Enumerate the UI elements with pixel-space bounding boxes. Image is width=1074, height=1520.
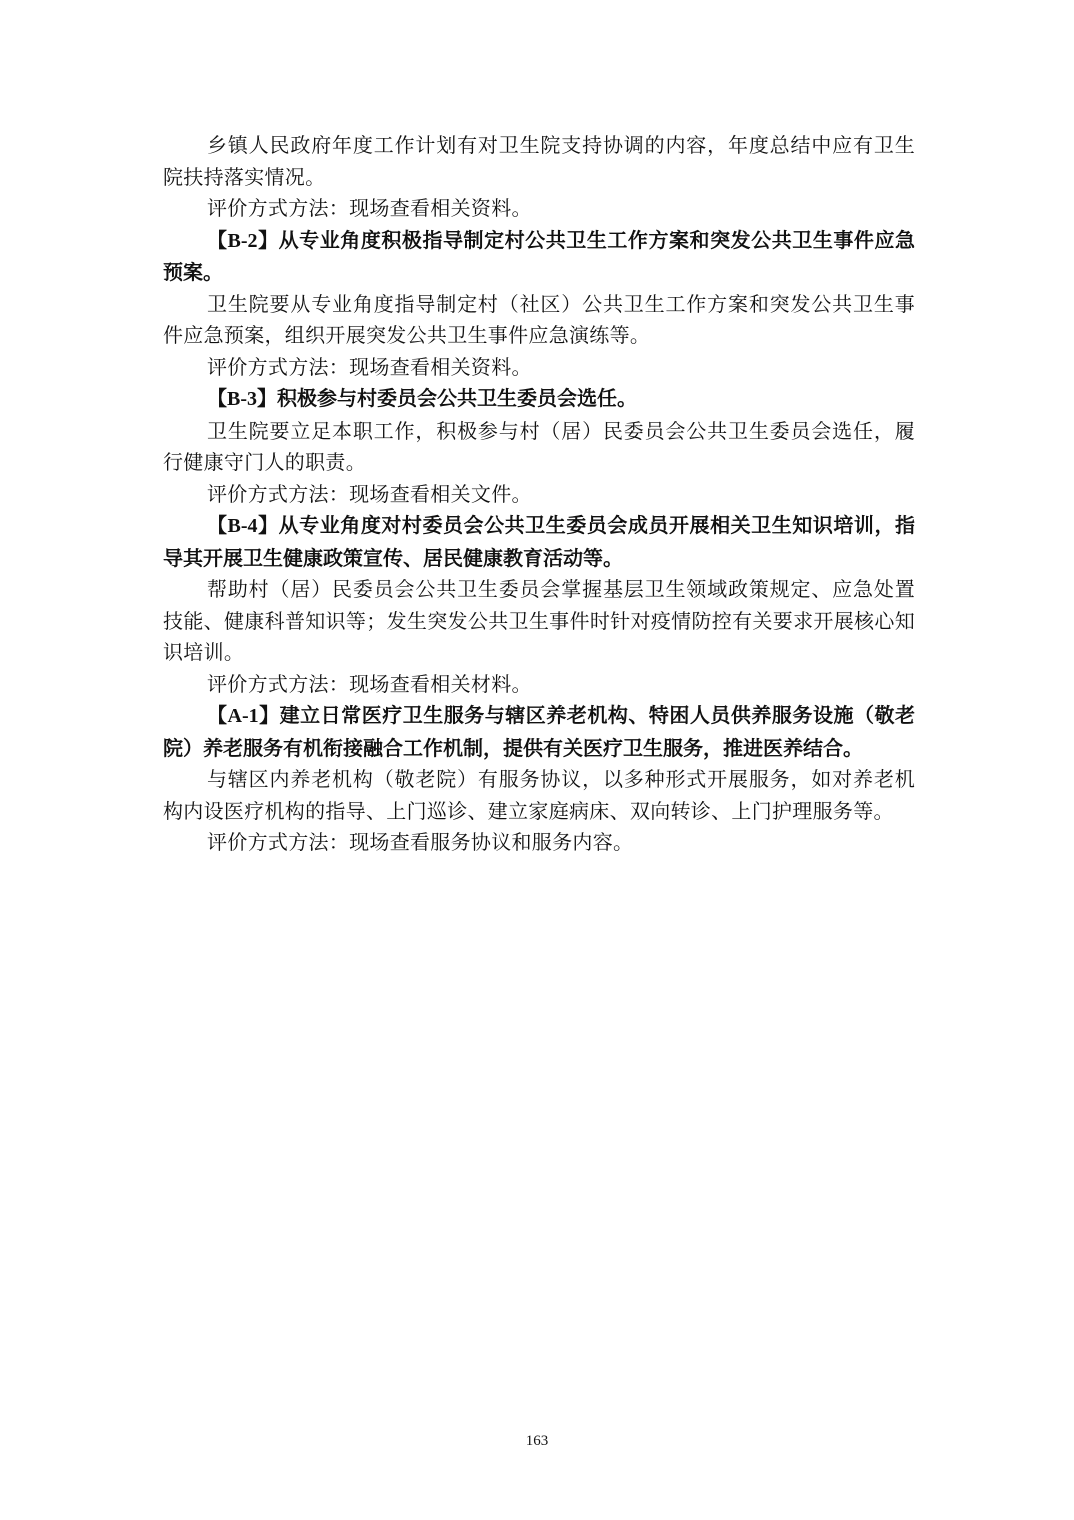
section-heading-text: 从专业角度对村委员会公共卫生委员会成员开展相关卫生知识培训，指导其开展卫生健康政策宣传、居民健康教育活动等。 [163,513,916,570]
section-code: 【A-1】 [207,705,280,727]
document-body [163,130,915,859]
section-code: 【B-3】 [207,388,277,410]
evaluation-method: 评价方式方法：现场查看相关文件。 [207,481,532,506]
section-heading-b3 [163,383,915,416]
paragraph: 帮助村（居）民委员会公共卫生委员会掌握基层卫生领域政策规定、应急处置技能、健康科普知识等；发生突发公共卫生事件时针对疫情防控有关要求开展核心知识培训。 [163,577,915,664]
evaluation-method: 评价方式方法：现场查看服务协议和服务内容。 [207,830,634,854]
evaluation-method: 评价方式方法：现场查看相关资料。 [207,196,532,220]
paragraph: 与辖区内养老机构（敬老院）有服务协议，以多种形式开展服务，如对养老机构内设医疗机构的指导、上门巡诊、建立家庭病床、双向转诊、上门护理服务等。 [163,767,915,823]
section-heading-b2 [163,225,915,289]
paragraph: 卫生院要从专业角度指导制定村（社区）公共卫生工作方案和突发公共卫生事件应急预案，组织开展突发公共卫生事件应急演练等。 [163,291,915,347]
section-code: 【B-4】 [207,515,279,537]
section-heading-text: 建立日常医疗卫生服务与辖区养老机构、特困人员供养服务设施（敬老院）养老服务有机衔接融合工作机制，提供有关医疗卫生服务，推进医养结合。 [163,703,915,760]
paragraph: 卫生院要立足本职工作，积极参与村（居）民委员会公共卫生委员会选任，履行健康守门人的职责。 [163,418,915,474]
section-code: 【B-2】 [207,229,279,252]
section-heading-text: 从专业角度积极指导制定村公共卫生工作方案和突发公共卫生事件应急预案。 [163,227,916,284]
section-heading-b4 [163,510,915,574]
paragraph: 乡镇人民政府年度工作计划有对卫生院支持协调的内容，年度总结中应有卫生院扶持落实情况。 [163,133,915,189]
section-heading-a1 [163,700,915,764]
page-number: 163 [525,1433,549,1449]
section-heading-text: 积极参与村委员会公共卫生委员会选任。 [277,386,637,410]
evaluation-method: 评价方式方法：现场查看相关资料。 [207,354,532,379]
evaluation-method: 评价方式方法：现场查看相关材料。 [207,671,532,696]
